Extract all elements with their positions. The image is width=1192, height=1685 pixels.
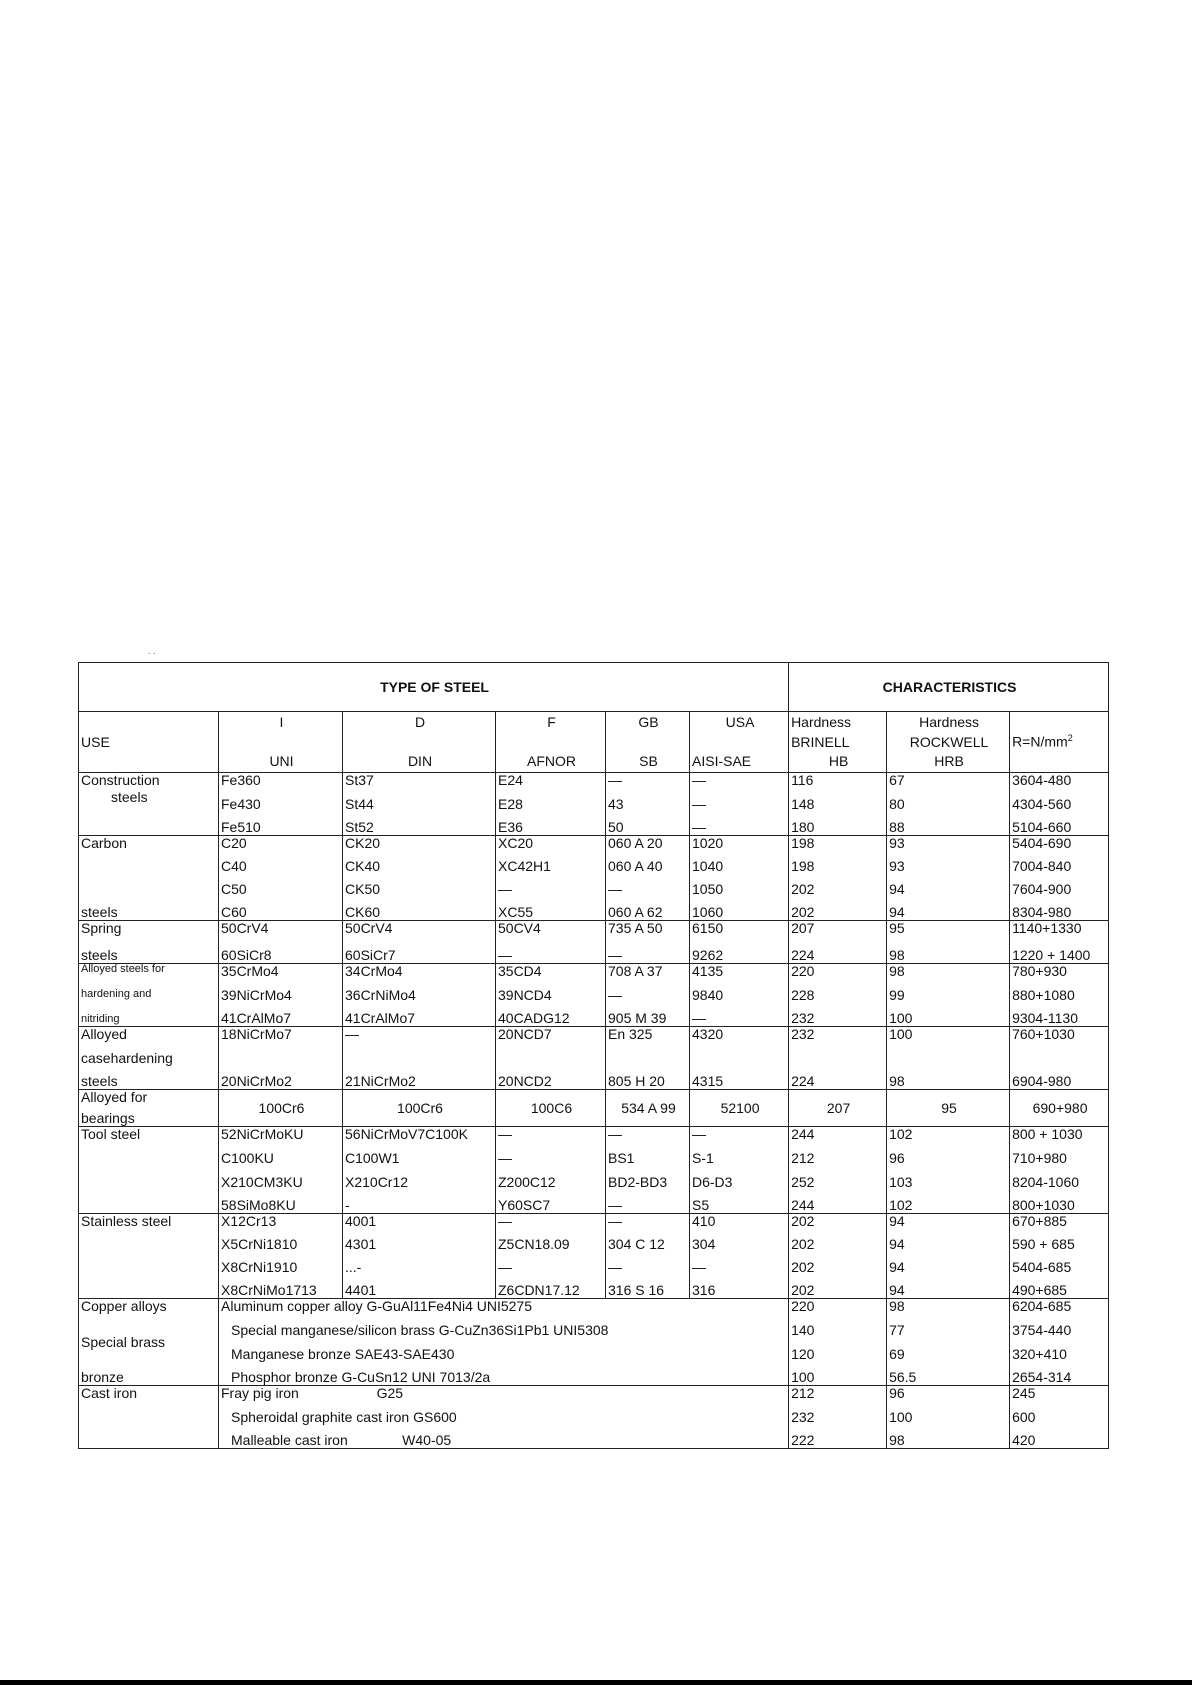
- r-cell: 1140+1330 1220 + 1400: [1010, 921, 1109, 964]
- table-row: [79, 1127, 1109, 1214]
- description-cell: Fray pig iron G25 Spheroidal graphite cast iron GS600 Malleable cast iron W40-05: [219, 1386, 789, 1449]
- use-cell: Copper alloys Special brass bronze: [79, 1299, 219, 1386]
- hb-cell: 198 198 202 202: [789, 836, 887, 921]
- page-mark: . .: [148, 646, 156, 656]
- r-cell: 760+1030 6904-980: [1010, 1027, 1109, 1090]
- din-cell: 50CrV4 60SiCr7: [343, 921, 496, 964]
- afnor-header: F AFNOR: [496, 712, 606, 773]
- afnor-cell: — — Z200C12 Y60SC7: [496, 1127, 606, 1214]
- din-cell: CK20 CK40 CK50 CK60: [343, 836, 496, 921]
- use-cell: Construction steels: [79, 773, 219, 836]
- use-cell: Spring steels: [79, 921, 219, 964]
- table-row: [79, 836, 1109, 921]
- table-row: [79, 964, 1109, 1027]
- sb-cell: 534 A 99: [606, 1090, 690, 1127]
- characteristics-header: CHARACTERISTICS: [789, 663, 1109, 712]
- description-cell: Aluminum copper alloy G-GuAl11Fe4Ni4 UNI5275 Special manganese/silicon brass G-CuZn36Si1Pb1 UNI5308 Manganese bronze SAE43-SAE430 Phosphor bronze G-CuSn12 UNI 7013/2a: [219, 1299, 789, 1386]
- uni-header: I UNI: [219, 712, 343, 773]
- table-row: [79, 773, 1109, 836]
- hrb-cell: 98 77 69 56.5: [887, 1299, 1010, 1386]
- hb-cell: 212 232 222: [789, 1386, 887, 1449]
- sb-cell: 060 A 20 060 A 40 — 060 A 62: [606, 836, 690, 921]
- hrb-cell: 98 99 100: [887, 964, 1010, 1027]
- hb-cell: 220 228 232: [789, 964, 887, 1027]
- use-header: USE: [79, 712, 219, 773]
- uni-cell: 52NiCrMoKU C100KU X210CM3KU 58SiMo8KU: [219, 1127, 343, 1214]
- uni-cell: C20 C40 C50 C60: [219, 836, 343, 921]
- aisi-header: USA AISI-SAE: [690, 712, 789, 773]
- hrb-cell: 93 93 94 94: [887, 836, 1010, 921]
- afnor-cell: E24 E28 E36: [496, 773, 606, 836]
- brinell-header: Hardness BRINELL HB: [789, 712, 887, 773]
- uni-cell: 50CrV4 60SiCr8: [219, 921, 343, 964]
- hb-cell: 244 212 252 244: [789, 1127, 887, 1214]
- sb-cell: 708 A 37 — 905 M 39: [606, 964, 690, 1027]
- use-cell: Alloyed casehardening steels: [79, 1027, 219, 1090]
- aisi-cell: 4320 4315: [690, 1027, 789, 1090]
- r-cell: 3604-480 4304-560 5104-660: [1010, 773, 1109, 836]
- page-bottom-rule: [0, 1680, 1192, 1685]
- hb-cell: 220 140 120 100: [789, 1299, 887, 1386]
- aisi-cell: — — —: [690, 773, 789, 836]
- din-cell: 100Cr6: [343, 1090, 496, 1127]
- r-cell: 800 + 1030 710+980 8204-1060 800+1030: [1010, 1127, 1109, 1214]
- use-cell: Cast iron: [79, 1386, 219, 1449]
- r-cell: 690+980: [1010, 1090, 1109, 1127]
- hb-cell: 116 148 180: [789, 773, 887, 836]
- sb-cell: En 325 805 H 20: [606, 1027, 690, 1090]
- hrb-cell: 95 98: [887, 921, 1010, 964]
- afnor-cell: 50CV4 —: [496, 921, 606, 964]
- hrb-cell: 102 96 103 102: [887, 1127, 1010, 1214]
- hrb-cell: 67 80 88: [887, 773, 1010, 836]
- aisi-cell: — S-1 D6-D3 S5: [690, 1127, 789, 1214]
- sb-cell: — BS1 BD2-BD3 —: [606, 1127, 690, 1214]
- table-row: [79, 921, 1109, 964]
- sb-cell: — 43 50: [606, 773, 690, 836]
- din-header: D DIN: [343, 712, 496, 773]
- hrb-cell: 95: [887, 1090, 1010, 1127]
- use-cell: Alloyed steels for hardening and nitriding: [79, 964, 219, 1027]
- type-of-steel-header: TYPE OF STEEL: [79, 663, 789, 712]
- table-row: [79, 1027, 1109, 1090]
- sb-cell: 735 A 50 —: [606, 921, 690, 964]
- afnor-cell: 100C6: [496, 1090, 606, 1127]
- din-cell: 56NiCrMoV7C100K C100W1 X210Cr12 -: [343, 1127, 496, 1214]
- aisi-cell: 4135 9840 —: [690, 964, 789, 1027]
- hrb-cell: 100 98: [887, 1027, 1010, 1090]
- aisi-cell: 6150 9262: [690, 921, 789, 964]
- aisi-cell: 410 304 — 316: [690, 1214, 789, 1299]
- din-cell: 34CrMo4 36CrNiMo4 41CrAlMo7: [343, 964, 496, 1027]
- afnor-cell: XC20 XC42H1 — XC55: [496, 836, 606, 921]
- din-cell: 4001 4301 ...- 4401: [343, 1214, 496, 1299]
- table-row: [79, 1386, 1109, 1449]
- r-cell: 245 600 420: [1010, 1386, 1109, 1449]
- steel-table: [78, 662, 1109, 1449]
- afnor-cell: 35CD4 39NCD4 40CADG12: [496, 964, 606, 1027]
- table-row: [79, 1090, 1109, 1127]
- din-cell: — 21NiCrMo2: [343, 1027, 496, 1090]
- use-cell: Stainless steel: [79, 1214, 219, 1299]
- rockwell-header: Hardness ROCKWELL HRB: [887, 712, 1010, 773]
- uni-cell: 18NiCrMo7 20NiCrMo2: [219, 1027, 343, 1090]
- use-cell: Tool steel: [79, 1127, 219, 1214]
- aisi-cell: 1020 1040 1050 1060: [690, 836, 789, 921]
- r-cell: 670+885 590 + 685 5404-685 490+685: [1010, 1214, 1109, 1299]
- afnor-cell: 20NCD7 20NCD2: [496, 1027, 606, 1090]
- hb-cell: 207 224: [789, 921, 887, 964]
- r-cell: 780+930 880+1080 9304-1130: [1010, 964, 1109, 1027]
- uni-cell: X12Cr13 X5CrNi1810 X8CrNi1910 X8CrNiMo1713: [219, 1214, 343, 1299]
- uni-cell: 100Cr6: [219, 1090, 343, 1127]
- hb-cell: 202 202 202 202: [789, 1214, 887, 1299]
- uni-cell: Fe360 Fe430 Fe510: [219, 773, 343, 836]
- aisi-cell: 52100: [690, 1090, 789, 1127]
- din-cell: St37 St44 St52: [343, 773, 496, 836]
- hb-cell: 232 224: [789, 1027, 887, 1090]
- sb-header: GB SB: [606, 712, 690, 773]
- table-row: [79, 1214, 1109, 1299]
- r-cell: 6204-685 3754-440 320+410 2654-314: [1010, 1299, 1109, 1386]
- table-row: [79, 1299, 1109, 1386]
- hb-cell: 207: [789, 1090, 887, 1127]
- hrb-cell: 96 100 98: [887, 1386, 1010, 1449]
- r-cell: 5404-690 7004-840 7604-900 8304-980: [1010, 836, 1109, 921]
- use-cell: Carbon steels: [79, 836, 219, 921]
- use-cell: Alloyed for bearings: [79, 1090, 219, 1127]
- afnor-cell: — Z5CN18.09 — Z6CDN17.12: [496, 1214, 606, 1299]
- uni-cell: 35CrMo4 39NiCrMo4 41CrAlMo7: [219, 964, 343, 1027]
- hrb-cell: 94 94 94 94: [887, 1214, 1010, 1299]
- r-header: $R=N/mm^2$: [1010, 712, 1109, 773]
- sb-cell: — 304 C 12 — 316 S 16: [606, 1214, 690, 1299]
